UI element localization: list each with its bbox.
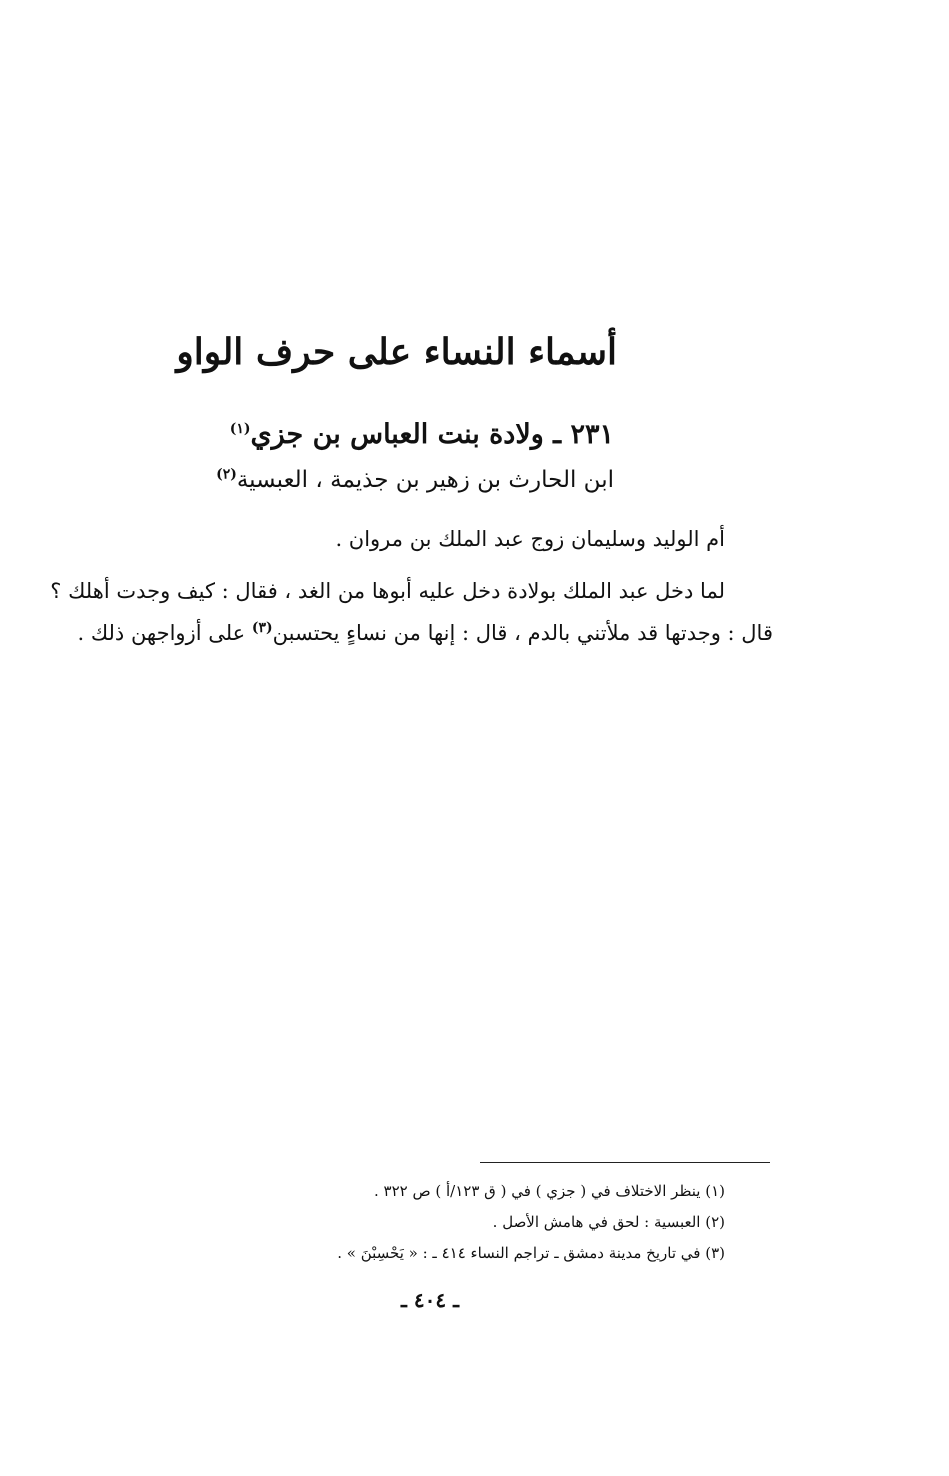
body-paragraph-1: أم الوليد وسليمان زوج عبد الملك بن مروان .: [335, 527, 725, 551]
body-paragraph-2-line-2-end: على أزواجهن ذلك .: [77, 621, 252, 645]
footnote-2: (٢) العبسية : لحق في هامش الأصل .: [492, 1213, 725, 1231]
entry-subheading: [216, 458, 614, 502]
body-paragraph-2-line-2: [77, 615, 773, 651]
entry-heading: [230, 410, 614, 460]
chapter-title: أسماء النساء على حرف الواو: [176, 331, 617, 373]
body-paragraph-2-line-1: لما دخل عبد الملك بولادة دخل عليه أبوها من الغد ، فقال : كيف وجدت أهلك ؟: [50, 579, 725, 603]
footnote-ref-3: (٣): [251, 620, 273, 636]
footnote-ref-2: (٢): [216, 466, 237, 483]
footnote-ref-1: (١): [229, 421, 251, 437]
footnote-1: (١) ينظر الاختلاف في ( جزي ) في ( ق ١٢٣/أ ) ص ٣٢٢ .: [374, 1182, 725, 1200]
entry-subheading-text: ابن الحارث بن زهير بن جذيمة ، العبسية: [236, 467, 614, 493]
entry-heading-text: ٢٣١ ـ ولادة بنت العباس بن جزي: [250, 419, 614, 450]
page-number: ـ ٤٠٤ ـ: [401, 1288, 459, 1312]
body-paragraph-2-line-2-start: قال : وجدتها قد ملأتني بالدم ، قال : إنها من نساءٍ يحتسبن: [272, 621, 773, 645]
footnote-divider: [480, 1162, 770, 1163]
footnote-3: (٣) في تاريخ مدينة دمشق ـ تراجم النساء ٤١٤ ـ : « يَحْسِبْنَ » .: [337, 1244, 725, 1262]
